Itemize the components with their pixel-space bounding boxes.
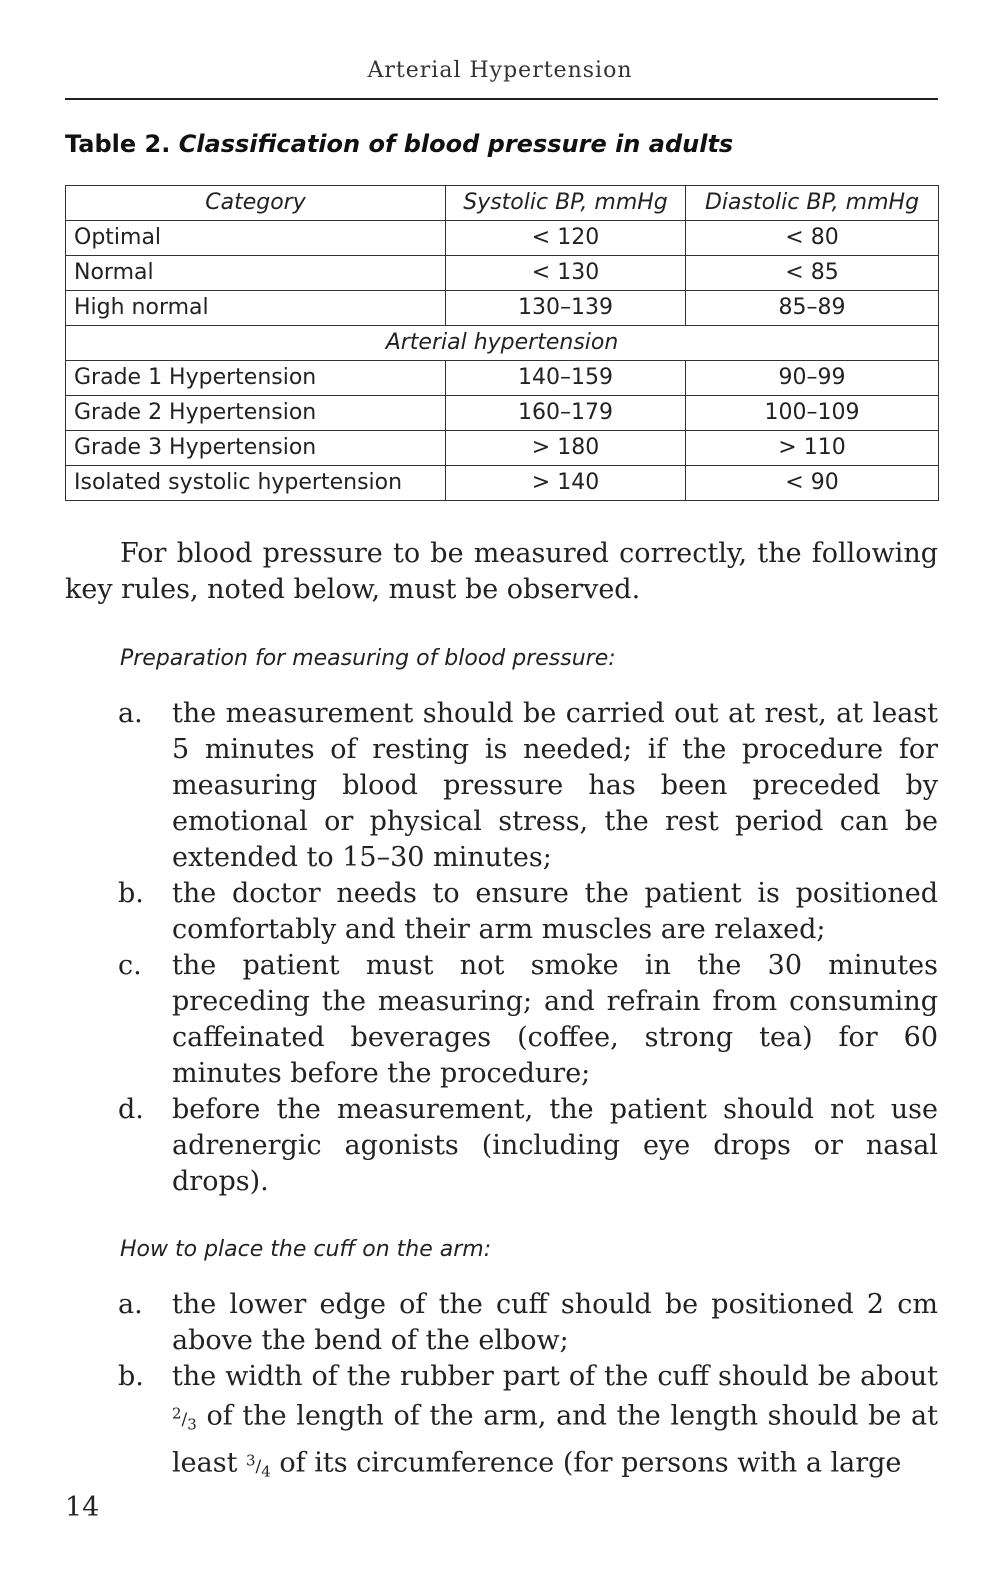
table-row [66,291,939,326]
list-item-text: the measurement should be carried out at rest, at least 5 minutes of resting is needed; if the procedure for measuring blood pressure has been preceded by emotional or physical stress, the rest period can be extended to 15–30 minutes; [172,698,938,873]
list-item-text: the doctor needs to ensure the patient is positioned comfortably and their arm muscles are relaxed; [172,878,938,945]
list-marker: b. [118,878,144,909]
diastolic-cell: > 110 [686,431,939,466]
cuff-list [118,1287,938,1489]
diastolic-cell: 100–109 [686,396,939,431]
table-row [66,396,939,431]
diastolic-cell: < 90 [686,466,939,501]
list-item [118,1287,938,1359]
table-row [66,361,939,396]
table-row [66,431,939,466]
section-label-cell: Arterial hypertension [66,326,939,361]
list-item [118,876,938,948]
diastolic-cell: 85–89 [686,291,939,326]
table-caption [65,130,733,158]
category-cell: Normal [66,256,446,291]
list-marker: d. [118,1094,144,1125]
table-header-row [66,186,939,221]
list-item [118,696,938,876]
list-item [118,1359,938,1489]
list-item-text: the lower edge of the cuff should be positioned 2 cm above the bend of the elbow; [172,1289,938,1356]
table-row [66,256,939,291]
diastolic-cell: < 85 [686,256,939,291]
cuff-heading: How to place the cuff on the arm: [120,1237,492,1262]
header-systolic: Systolic BP, mmHg [446,186,686,221]
list-item-text: the patient must not smoke in the 30 minutes preceding the measuring; and refrain from consuming caffeinated beverages (coffee, strong tea) for 60 minutes before the procedure; [172,950,938,1089]
bp-classification-table [65,185,939,501]
preparation-heading: Preparation for measuring of blood pressure: [120,646,616,671]
fraction-three-quarters: $^3/_4$ [246,1451,271,1481]
systolic-cell: < 120 [446,221,686,256]
table-caption-title: Classification of blood pressure in adults [178,130,734,158]
text-segment: of the length of the arm, and the length should be at least [172,1400,938,1479]
header-diastolic: Diastolic BP, mmHg [686,186,939,221]
systolic-cell: 130–139 [446,291,686,326]
systolic-cell: < 130 [446,256,686,291]
list-item-text [172,1359,938,1489]
table-row [66,466,939,501]
preparation-list [118,696,938,1200]
fraction-two-thirds: $^2/_3$ [172,1404,197,1434]
list-item [118,948,938,1092]
table-row [66,221,939,256]
systolic-cell: > 140 [446,466,686,501]
list-marker: a. [118,1289,143,1320]
list-marker: a. [118,698,143,729]
list-item-text: before the measurement, the patient should not use adrenergic agonists (including eye drops or nasal drops). [172,1094,938,1197]
list-item [118,1092,938,1200]
category-cell: Optimal [66,221,446,256]
category-cell: Grade 2 Hypertension [66,396,446,431]
category-cell: Grade 1 Hypertension [66,361,446,396]
list-marker: b. [118,1361,144,1392]
text-segment: of its circumference (for persons with a large [270,1447,902,1479]
diastolic-cell: 90–99 [686,361,939,396]
table-section-row [66,326,939,361]
intro-paragraph: For blood pressure to be measured correctly, the following key rules, noted below, must be observed. [65,538,938,605]
systolic-cell: > 180 [446,431,686,466]
category-cell: High normal [66,291,446,326]
fraction-numerator: 2 [172,1404,182,1422]
fraction-numerator: 3 [246,1451,256,1470]
category-cell: Isolated systolic hypertension [66,466,446,501]
systolic-cell: 160–179 [446,396,686,431]
header-rule [65,98,938,100]
diastolic-cell: < 80 [686,221,939,256]
table-caption-label: Table 2. [65,130,171,158]
fraction-denominator: 3 [187,1415,197,1434]
page-number: 14 [65,1492,100,1523]
category-cell: Grade 3 Hypertension [66,431,446,466]
text-segment: the width of the rubber part of the cuff should be about [172,1361,938,1392]
header-category: Category [66,186,446,221]
fraction-denominator: 4 [261,1462,271,1481]
running-head: Arterial Hypertension [367,58,633,83]
list-marker: c. [118,950,142,981]
systolic-cell: 140–159 [446,361,686,396]
